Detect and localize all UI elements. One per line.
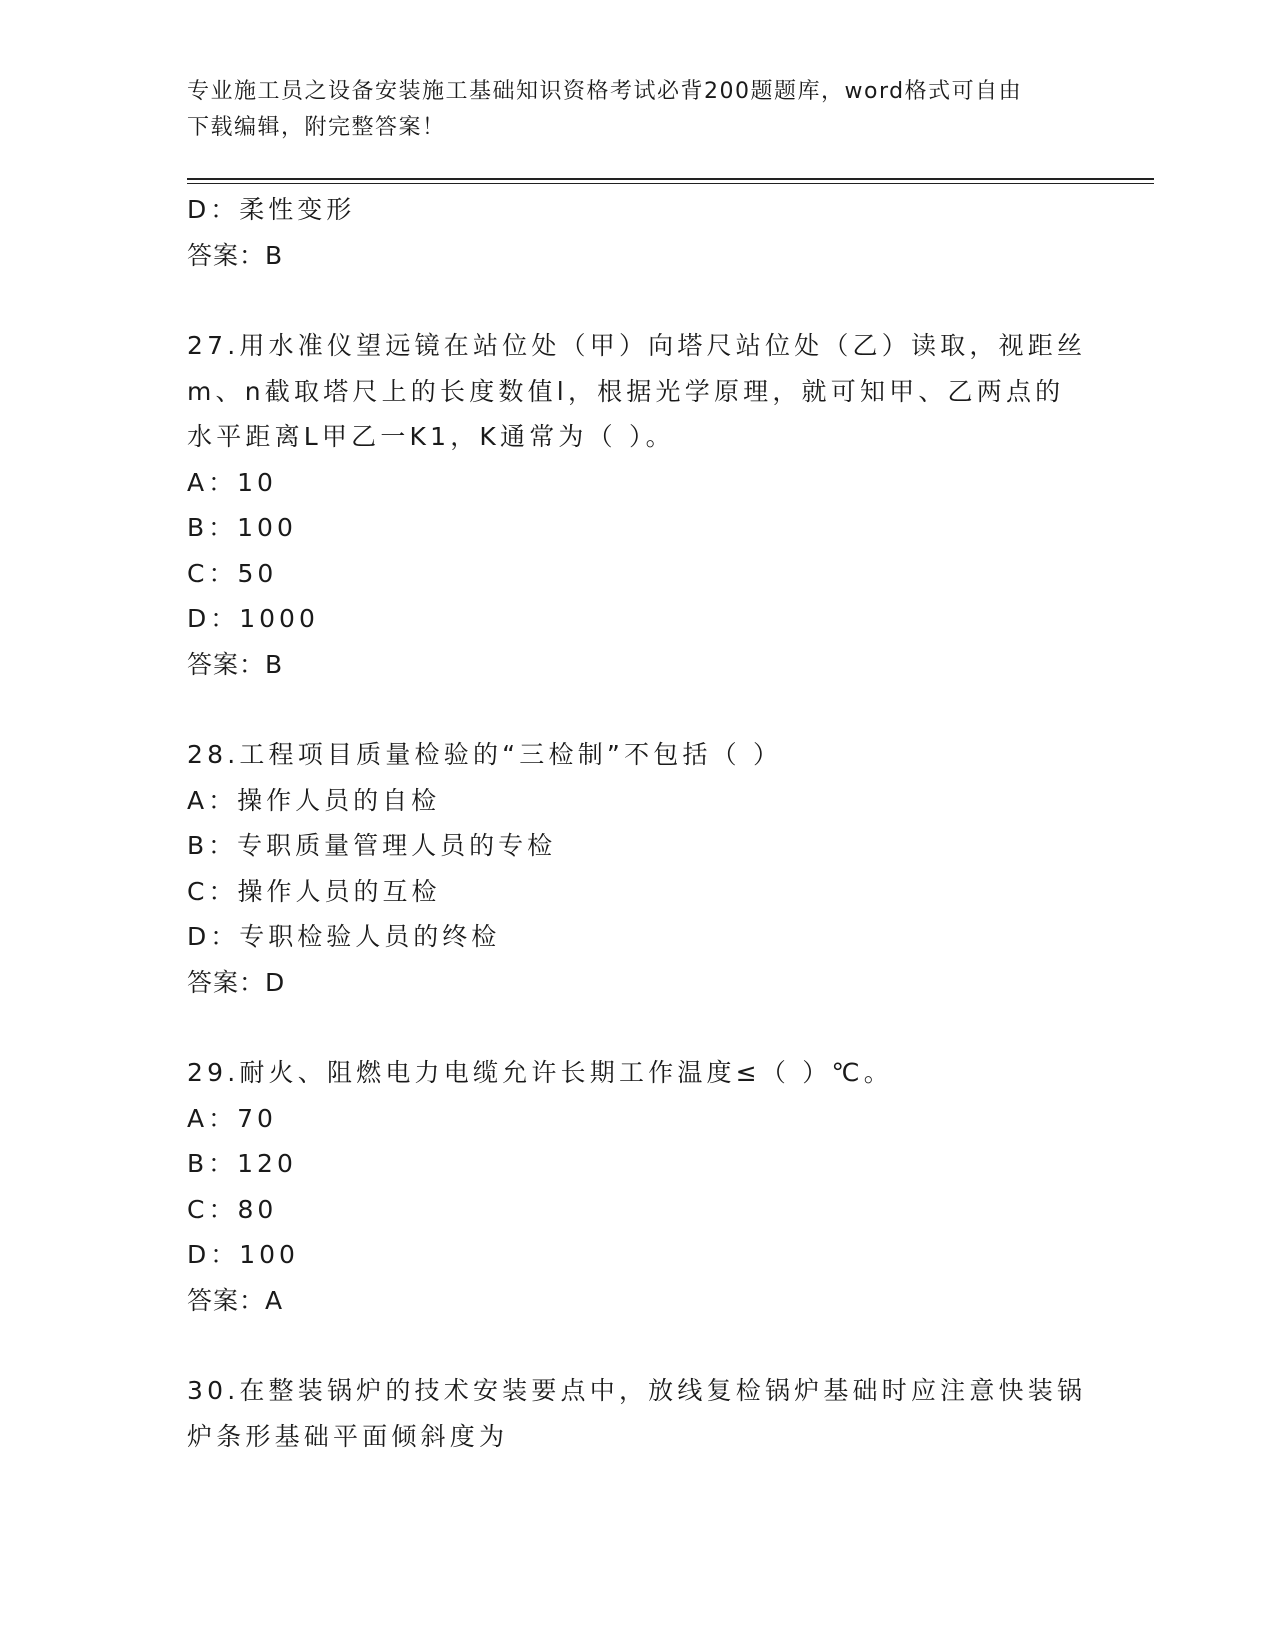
option-c: C：80: [187, 1194, 278, 1224]
question-29: [187, 1050, 1087, 1323]
question-stem-line: 28.工程项目质量检验的“三检制”不包括（ ）: [187, 740, 783, 769]
header-line-2: 下载编辑，附完整答案！: [187, 115, 446, 140]
option-a: A：操作人员的自检: [187, 785, 441, 815]
option-c: C：操作人员的互检: [187, 876, 441, 906]
option-c: C：50: [187, 558, 278, 588]
question-stem-line: m、n截取塔尺上的长度数值l，根据光学原理，就可知甲、乙两点的: [187, 376, 1065, 406]
question-stem-line: 27.用水准仪望远镜在站位处（甲）向塔尺站位处（乙）读取，视距丝: [187, 331, 1087, 360]
option-d: D：柔性变形: [187, 195, 356, 224]
question-stem-line: 29.耐火、阻燃电力电缆允许长期工作温度≤（ ）℃。: [187, 1058, 893, 1087]
question-28: [187, 732, 1087, 1005]
question-stem-line: 30.在整装锅炉的技术安装要点中，放线复检锅炉基础时应注意快装锅: [187, 1376, 1087, 1405]
answer-line: 答案：B: [187, 649, 284, 679]
answer-line: 答案：A: [187, 1285, 284, 1315]
header-line-1: 专业施工员之设备安装施工基础知识资格考试必背200题题库，word格式可自由: [187, 79, 1023, 104]
question-stem-line: 炉条形基础平面倾斜度为: [187, 1421, 509, 1451]
question-stem-line: 水平距离L甲乙一K1，K通常为（ ）。: [187, 422, 675, 451]
option-a: A：10: [187, 467, 277, 497]
header-rule-thin: [187, 183, 1154, 184]
option-d: D：1000: [187, 604, 319, 633]
option-d: D：100: [187, 1240, 299, 1269]
question-content: [187, 187, 1087, 1459]
document-header: [187, 74, 1087, 146]
option-b: B：专职质量管理人员的专检: [187, 831, 557, 860]
question-27: [187, 323, 1087, 687]
option-d: D：专职检验人员的终检: [187, 922, 501, 951]
question-30: [187, 1368, 1087, 1459]
option-b: B：120: [187, 1149, 297, 1178]
answer-line: 答案：B: [187, 240, 284, 270]
option-a: A：70: [187, 1103, 277, 1133]
option-b: B：100: [187, 513, 297, 542]
header-rule-thick: [187, 178, 1154, 180]
answer-line: 答案：D: [187, 967, 286, 997]
